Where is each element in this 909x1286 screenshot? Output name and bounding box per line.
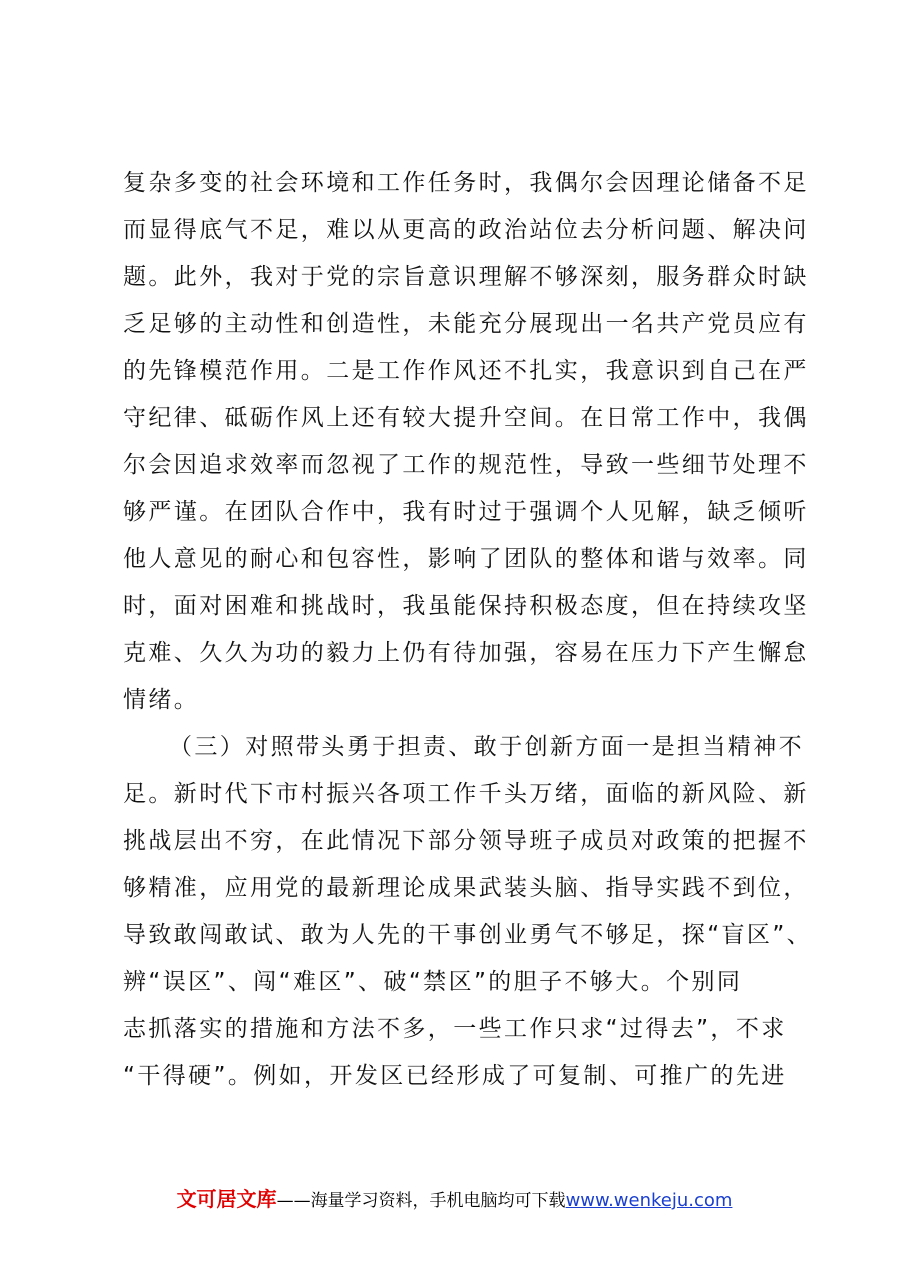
text-line: 挑战层出不穷，在此情况下部分领导班子成员对政策的把握不 [123, 828, 809, 854]
text-line: 而显得底气不足，难以从更高的政治站位去分析问题、解决问 [123, 217, 809, 243]
text-line: 辨“误区”、闯“难区”、破“禁区”的胆子不够大。个别同 [123, 969, 743, 995]
text-line: 志抓落实的措施和方法不多，一些工作只求“过得去”，不求 [123, 1016, 787, 1042]
text-line: 足。新时代下市村振兴各项工作千头万绪，面临的新风险、新 [123, 781, 809, 807]
footer-tagline: ——海量学习资料，手机电脑均可下载 [276, 1191, 566, 1211]
text-line: 守纪律、砥砺作风上还有较大提升空间。在日常工作中，我偶 [123, 405, 809, 431]
text-line: 复杂多变的社会环境和工作任务时，我偶尔会因理论储备不足 [123, 170, 809, 196]
text-line: 他人意见的耐心和包容性，影响了团队的整体和谐与效率。同 [123, 546, 809, 572]
text-line: “干得硬”。例如，开发区已经形成了可复制、可推广的先进 [123, 1063, 787, 1089]
text-line: 时，面对困难和挑战时，我虽能保持积极态度，但在持续攻坚 [123, 593, 809, 619]
text-line: 够精准，应用党的最新理论成果武装头脑、指导实践不到位， [123, 875, 809, 901]
text-line: 克难、久久为功的毅力上仍有待加强，容易在压力下产生懈怠 [123, 640, 809, 666]
text-line: 乏足够的主动性和创造性，未能充分展现出一名共产党员应有 [123, 311, 809, 337]
text-line: 导致敢闯敢试、敢为人先的干事创业勇气不够足，探“盲区”、 [123, 922, 813, 948]
footer-brand: 文可居文库 [176, 1187, 277, 1211]
text-line: 尔会因追求效率而忽视了工作的规范性，导致一些细节处理不 [123, 452, 809, 478]
document-body [123, 160, 813, 1100]
section-heading-line: （三）对照带头勇于担责、敢于创新方面一是担当精神不 [169, 734, 804, 760]
text-line: 情绪。 [123, 687, 200, 713]
text-line: 题。此外，我对于党的宗旨意识理解不够深刻，服务群众时缺 [123, 264, 809, 290]
text-line: 够严谨。在团队合作中，我有时过于强调个人见解，缺乏倾听 [123, 499, 809, 525]
footer-banner [0, 1183, 909, 1212]
text-line: 的先锋模范作用。二是工作作风还不扎实，我意识到自己在严 [123, 358, 809, 384]
footer-link[interactable]: www.wenkeju.com [565, 1190, 733, 1211]
